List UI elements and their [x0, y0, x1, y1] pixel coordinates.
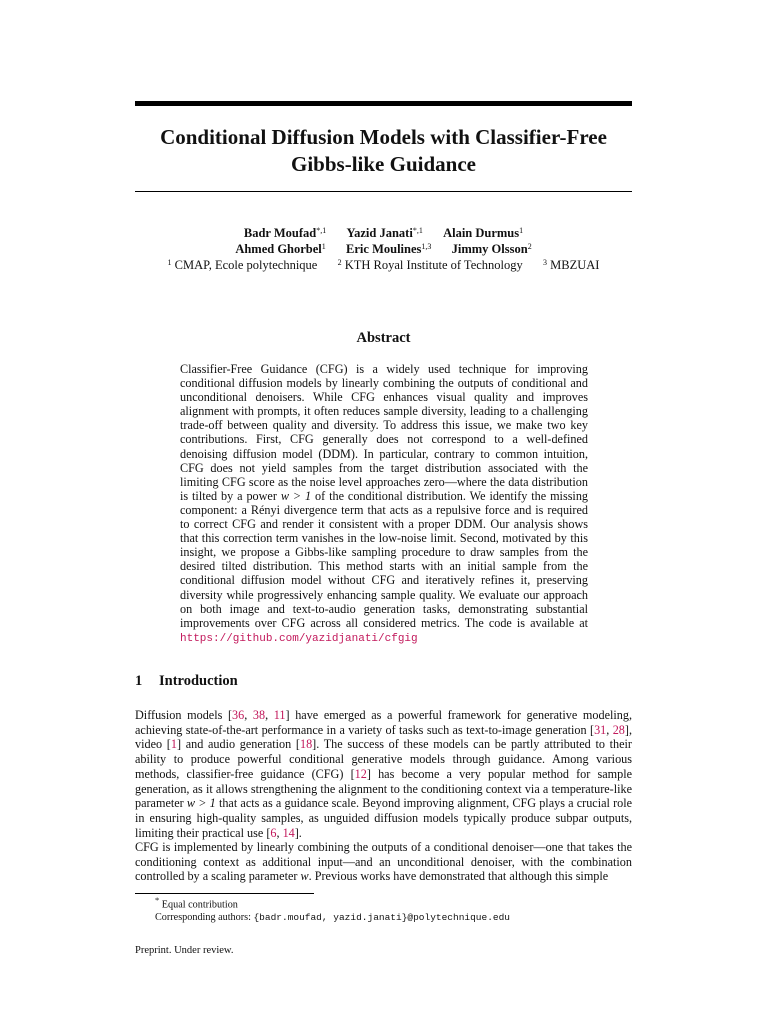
- author-sup: *,1: [316, 226, 327, 235]
- affiliations: [120, 257, 647, 273]
- text-run: ], video [: [135, 722, 632, 752]
- intro-paragraph-2: [135, 840, 632, 884]
- citation-link[interactable]: 28: [612, 722, 625, 737]
- text-run: ] have emerged as a powerful framework for generative modeling, achieving state-of-the-art performance in a variety of tasks such as text-to-image generation [: [135, 708, 633, 737]
- math-inline: w > 1: [186, 796, 216, 811]
- text-run: ]. The success of these models can be partly attributed to their ability to produce powerful conditional generative models through guidance. Among various methods, classifier-free guidance (CFG) [: [135, 737, 632, 781]
- code-link[interactable]: https://github.com/yazidjanati/cfgig: [180, 632, 418, 645]
- abstract-heading: Abstract: [356, 330, 411, 346]
- affiliation-name: CMAP, Ecole polytechnique: [174, 258, 318, 272]
- affiliation-sup: 1: [167, 258, 172, 267]
- section-number: 1: [135, 673, 143, 689]
- citation-link[interactable]: 12: [354, 766, 367, 781]
- citation-link[interactable]: 18: [299, 737, 313, 752]
- author-block: [120, 225, 647, 273]
- author-sup: 1: [321, 242, 326, 251]
- abstract-text-part: of the conditional distribution. We identify the missing component: a Rényi divergence term that acts as a repulsive force and is required to correct CFG and render it consistent with a proper DDM. Our analysis shows that this correction term vanishes in the low-noise limit. Second, motivated by this insight, we propose a Gibbs-like sampling procedure to draw samples from the desired tilted distribution. This method starts with an initial sample from the conditional diffusion model without CFG and iteratively refines it, preserving diversity while progressively enhancing sample quality. We evaluate our approach on both image and text-to-audio generation tasks, demonstrating substantial improvements over CFG across all considered metrics. The code is available at: [180, 488, 589, 630]
- author-name: Badr Moufad: [243, 226, 317, 240]
- text-run: that acts as a guidance scale. Beyond improving alignment, CFG plays a crucial role in ensuring high-quality samples, as unguided diffusion models typically produce subpar outputs, limiting their practical use [: [135, 796, 633, 840]
- intro-paragraph-1: Diffusion models [36, 38, 11] have emerged as a powerful framework for generative modeling, achieving state-of-the-art performance in a variety of tasks such as text-to-image generation [31, 28], video [1] and audio generation [18]. The success of these models can be partly attributed to their ability to produce powerful conditional generative models through guidance. Among various methods, classifier-free guidance (CFG) [12] has become a very popular method for sample generation, as it allows strengthening the alignment to the conditioning context via a temperature-like parameter w > 1 that acts as a guidance scale. Beyond improving alignment, CFG plays a crucial role in ensuring high-quality samples, as unguided diffusion models typically produce subpar outputs, limiting their practical use [6, 14].: [135, 708, 633, 840]
- text-run: ] has become a very popular method for sample generation, as it allows strengthening the alignment to the conditioning context via a temperature-like parameter: [135, 766, 632, 811]
- citation-link[interactable]: 6: [270, 825, 277, 840]
- email-addresses: {badr.moufad, yazid.janati}@polytechnique.edu: [253, 912, 511, 924]
- abstract-text-part: Classifier-Free Guidance (CFG) is a widely used technique for improving conditional diffusion models by linearly combining the outputs of conditional and unconditional denoisers. While CFG enhances visual quality and improves alignment with prompts, it often reduces sample diversity, leading to a challenging trade-off between quality and diversity. To address this issue, we make two key contributions. First, CFG generally does not correspond to a well-defined denoising diffusion model (DDM). In particular, contrary to common intuition, CFG does not yield samples from the target distribution associated with the limiting CFG score as the noise level approaches zero—where the data distribution is tilted by a power: [180, 362, 588, 503]
- paper-title: Conditional Diffusion Models with Classifier-Free Gibbs-like Guidance: [160, 125, 607, 176]
- footnote-mark: *: [155, 895, 160, 905]
- abstract-text: [180, 362, 588, 646]
- text-run: ] and audio generation [: [176, 737, 300, 752]
- citation-link[interactable]: 31: [594, 722, 607, 737]
- title-rule: [135, 191, 632, 192]
- footnote-text: Corresponding authors:: [155, 912, 251, 924]
- footnote-equal: [155, 894, 635, 911]
- section-heading: [135, 673, 238, 690]
- author-name: Ahmed Ghorbel: [235, 242, 322, 256]
- text-run: Diffusion models [: [135, 708, 233, 722]
- footnotes: [155, 894, 635, 924]
- text-run: ].: [294, 825, 302, 840]
- citation-link[interactable]: 38: [252, 708, 266, 722]
- math-inline: w > 1: [280, 488, 312, 503]
- author-name: Alain Durmus: [443, 226, 520, 240]
- author-sup: 1,3: [421, 242, 432, 251]
- citation-link[interactable]: 36: [232, 708, 245, 722]
- text-run: . Previous works have demonstrated that although this simple: [308, 869, 609, 884]
- math-inline: w: [300, 869, 309, 884]
- author-sup: 1: [519, 226, 524, 235]
- affiliation-name: MBZUAI: [550, 258, 600, 272]
- author-name: Eric Moulines: [346, 242, 422, 256]
- top-rule: [135, 101, 632, 106]
- citation-link[interactable]: 1: [170, 737, 177, 752]
- affiliation-name: KTH Royal Institute of Technology: [344, 258, 523, 272]
- citation-link[interactable]: 11: [273, 708, 286, 722]
- author-sup: *,1: [412, 226, 423, 235]
- affiliation-sup: 2: [337, 258, 342, 267]
- author-name: Jimmy Olsson: [451, 242, 528, 256]
- section-title: Introduction: [159, 673, 238, 689]
- citation-link[interactable]: 14: [282, 825, 295, 840]
- affiliation-sup: 3: [543, 258, 548, 267]
- author-sup: 2: [527, 242, 532, 251]
- author-row-1: [120, 225, 647, 241]
- footnote-corresponding: [155, 911, 635, 924]
- preprint-note: Preprint. Under review.: [135, 945, 234, 956]
- author-name: Yazid Janati: [346, 226, 413, 240]
- footnote-text: Equal contribution: [161, 899, 238, 911]
- text-run: CFG is implemented by linearly combining the outputs of a conditional denoiser—one that takes the conditioning context as additional input—and an unconditional denoiser, with the combination controlled by a scaling parameter: [135, 840, 632, 884]
- author-row-2: [120, 241, 647, 257]
